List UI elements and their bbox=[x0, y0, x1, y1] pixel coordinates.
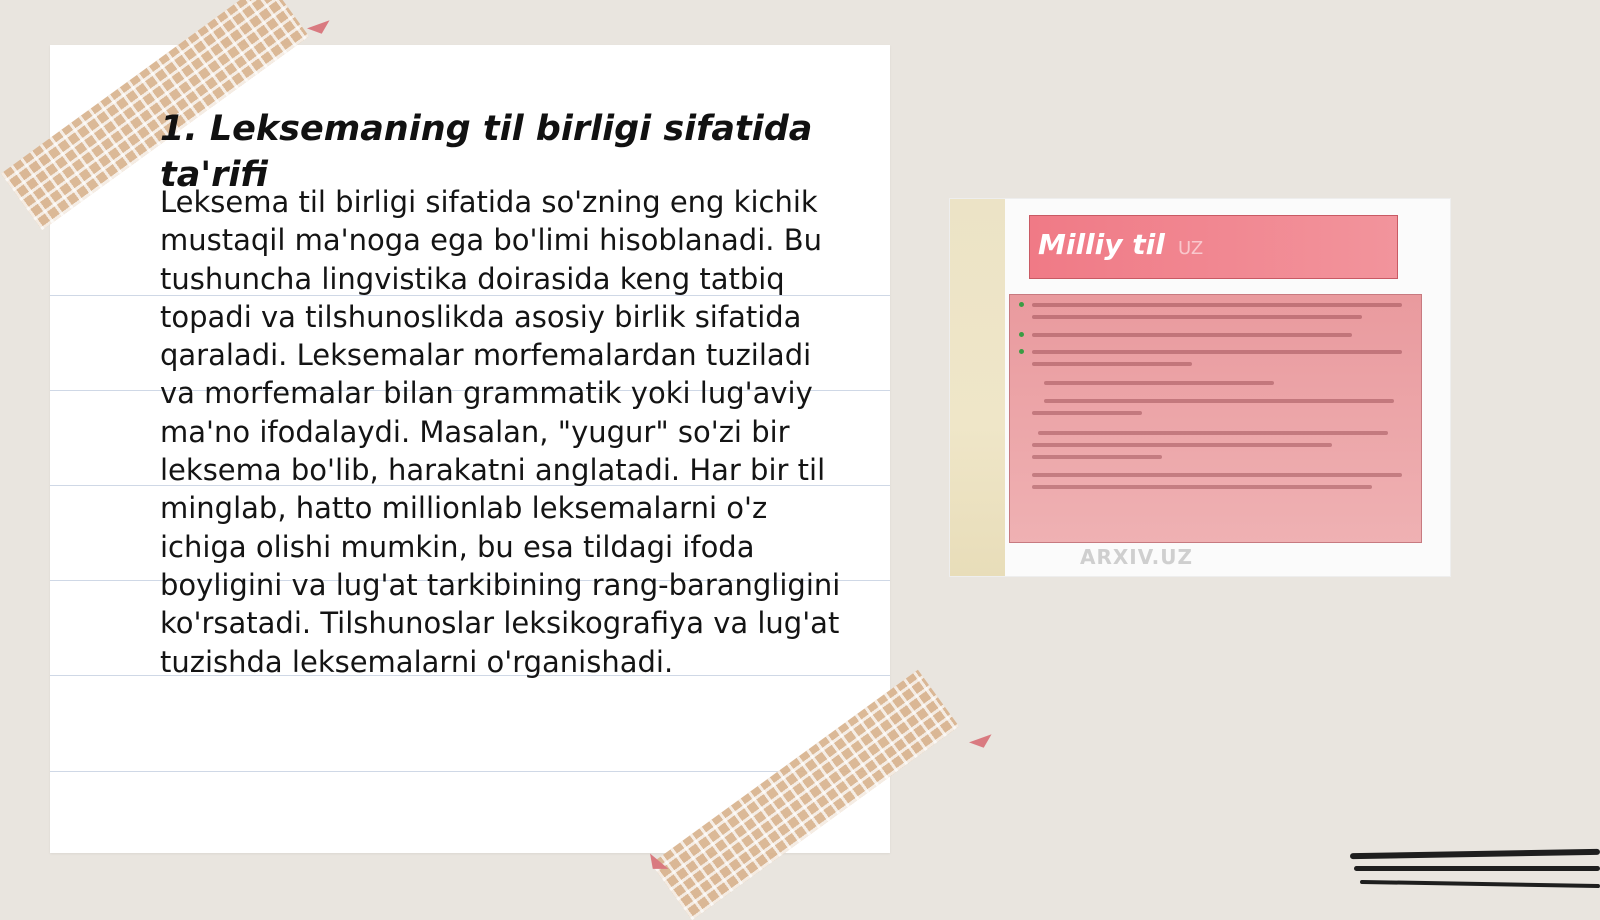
decorative-brush-stroke bbox=[1354, 866, 1600, 871]
tape-tip-marker bbox=[969, 734, 995, 752]
blurred-text-line bbox=[1032, 455, 1162, 459]
bullet-dot bbox=[1019, 349, 1024, 354]
blurred-text-line bbox=[1032, 485, 1372, 489]
thumbnail-side-strip bbox=[950, 199, 1005, 576]
decorative-brush-stroke bbox=[1350, 849, 1600, 859]
blurred-text-line bbox=[1032, 333, 1352, 337]
blurred-text-line bbox=[1038, 431, 1388, 435]
blurred-text-line bbox=[1032, 350, 1402, 354]
paper-rule bbox=[50, 771, 890, 772]
blurred-text-line bbox=[1044, 399, 1394, 403]
slide-body-text: Leksema til birligi sifatida so'zning eng kichik mustaqil ma'noga ega bo'limi hisoblanadi. Bu tushuncha lingvistika doirasida keng tatbiq topadi va tilshunoslikda asosiy birlik sifatida qaraladi. Leksemalar morfemalardan tuziladi va morfemalar bilan grammatik yoki lug'aviy ma'no ifodalaydi. Masalan, "yugur" so'zi bir leksema bo'lib, harakatni anglatadi. Har bir til minglab, hatto millionlab leksemalarni o'z ichiga olishi mumkin, bu esa tildagi ifoda boyligini va lug'at tarkibining rang-barangligini ko'rsatadi. Tilshunoslar leksikografiya va lug'at tuzishda leksemalarni o'rganishadi. bbox=[160, 185, 841, 679]
decorative-brush-stroke bbox=[1360, 880, 1600, 888]
thumbnail-header bbox=[1029, 215, 1398, 279]
slide-thumbnail-image bbox=[950, 199, 1450, 576]
bullet-dot bbox=[1019, 332, 1024, 337]
thumbnail-header-watermark: UZ bbox=[1178, 238, 1204, 259]
blurred-text-line bbox=[1032, 411, 1142, 415]
slide-title: 1. Leksemaning til birligi sifatida ta'rifi bbox=[160, 109, 813, 195]
blurred-text-line bbox=[1044, 381, 1274, 385]
thumbnail-content-box bbox=[1009, 294, 1422, 543]
blurred-text-line bbox=[1032, 303, 1402, 307]
tape-tip-marker bbox=[307, 20, 333, 38]
blurred-text-line bbox=[1032, 315, 1362, 319]
bullet-dot bbox=[1019, 302, 1024, 307]
thumbnail-header-title: Milliy til bbox=[1038, 228, 1165, 261]
thumbnail-footer-watermark: ARXIV.UZ bbox=[1080, 545, 1193, 569]
blurred-text-line bbox=[1032, 362, 1192, 366]
blurred-text-line bbox=[1032, 473, 1402, 477]
blurred-text-line bbox=[1032, 443, 1332, 447]
